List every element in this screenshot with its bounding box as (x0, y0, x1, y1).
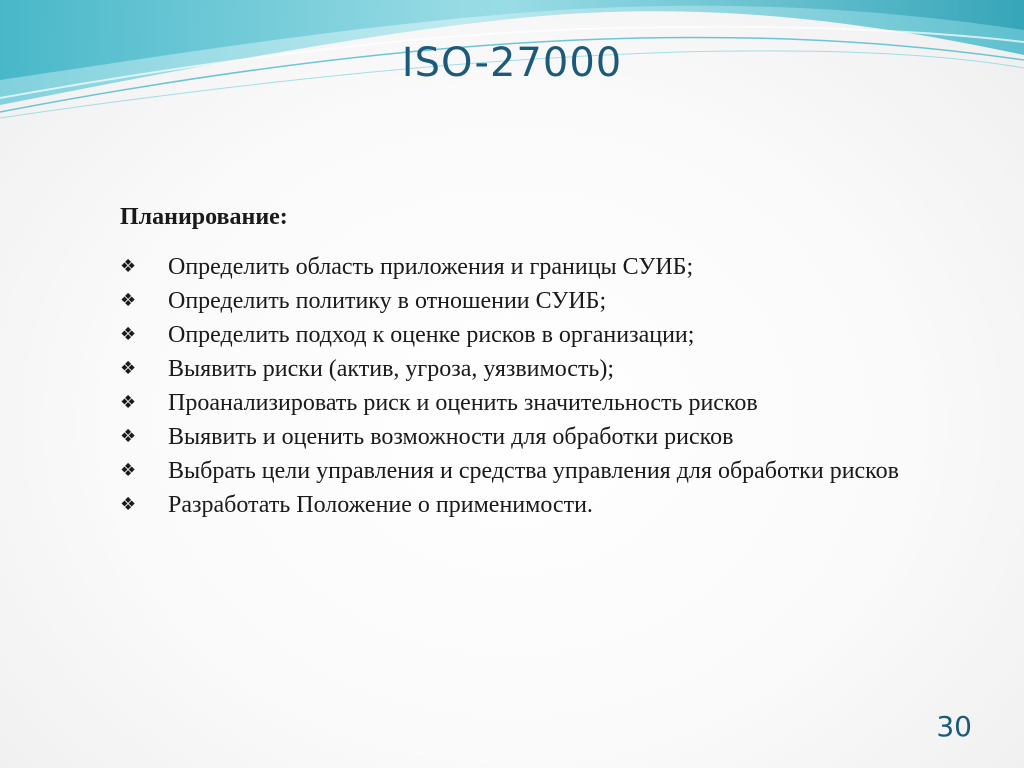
diamond-bullet-icon: ❖ (120, 256, 137, 277)
list-item-text: Выявить риски (актив, угроза, уязвимость); (168, 356, 615, 382)
diamond-bullet-icon: ❖ (120, 290, 137, 311)
slide-title: ISO-27000 (401, 40, 623, 86)
list-item (120, 250, 920, 284)
list-item (120, 420, 920, 454)
list-item (120, 386, 920, 420)
slide-content (120, 198, 920, 522)
list-item (120, 454, 920, 488)
list-item (120, 352, 920, 386)
section-heading: Планирование: (120, 204, 288, 230)
diamond-bullet-icon: ❖ (120, 358, 137, 379)
list-item-text: Определить политику в отношении СУИБ; (168, 288, 607, 314)
bullet-list (120, 250, 920, 522)
diamond-bullet-icon: ❖ (120, 392, 137, 413)
list-item-text: Выявить и оценить возможности для обработки рисков (168, 424, 734, 450)
list-item (120, 318, 920, 352)
list-item-text: Разработать Положение о применимости. (168, 492, 593, 518)
diamond-bullet-icon: ❖ (120, 494, 137, 515)
list-item-text: Определить подход к оценке рисков в организации; (168, 322, 695, 348)
page-number: 30 (936, 710, 972, 743)
diamond-bullet-icon: ❖ (120, 460, 137, 481)
list-item-text: Определить область приложения и границы СУИБ; (168, 254, 694, 280)
diamond-bullet-icon: ❖ (120, 324, 137, 345)
list-item (120, 488, 920, 522)
list-item-text: Проанализировать риск и оценить значительность рисков (168, 390, 758, 416)
list-item-text: Выбрать цели управления и средства управления для обработки рисков (168, 458, 899, 484)
diamond-bullet-icon: ❖ (120, 426, 137, 447)
list-item (120, 284, 920, 318)
